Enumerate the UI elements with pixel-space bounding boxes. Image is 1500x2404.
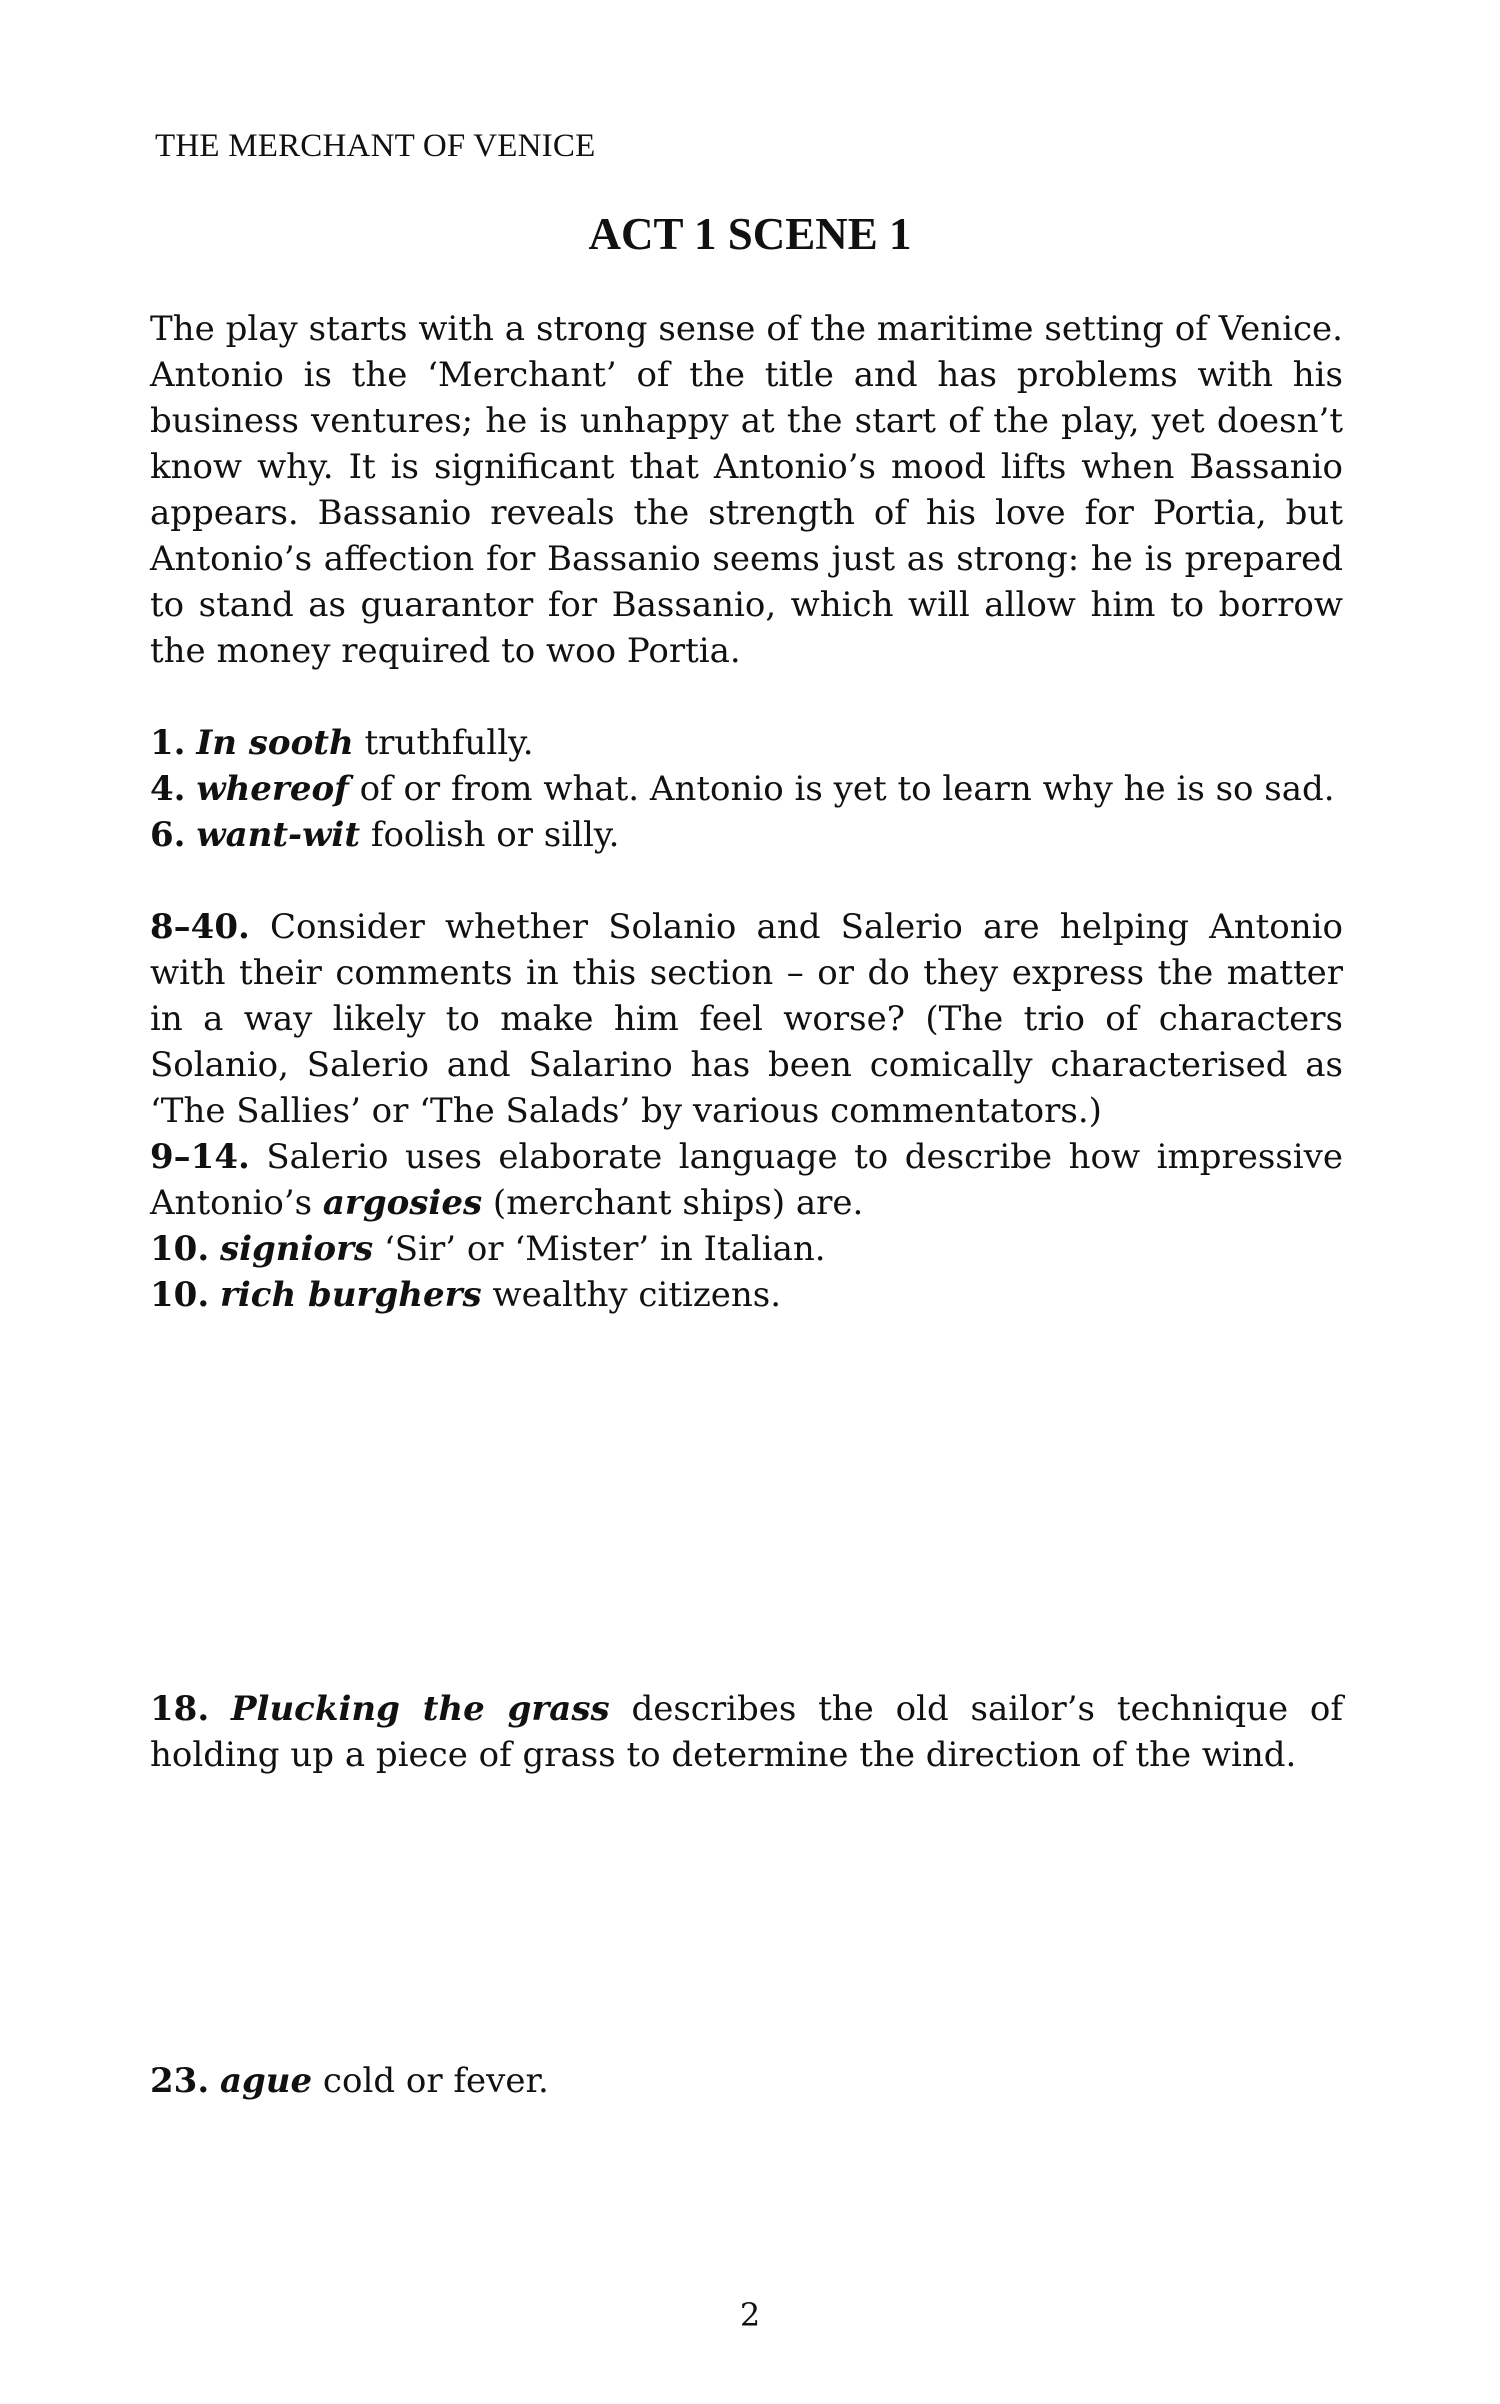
note-gloss: describes the old sailor’s technique of holding up a piece of grass to determine the direction of the wind. <box>150 1689 1343 1775</box>
intro-paragraph: The play starts with a strong sense of the maritime setting of Venice. Antonio is the ‘Merchant’ of the title and has problems with his business ventures; he is unhappy at the start of the play, yet doesn’t know why. It is significant that Antonio’s mood lifts when Bassanio appears. Bassanio reveals the strength of his love for Portia, but Antonio’s affection for Bassanio seems just as strong: he is prepared to stand as guarantor for Bassanio, which will allow him to borrow the money required to woo Portia. <box>150 309 1343 671</box>
note-gloss: truthfully. <box>353 723 534 763</box>
note-line-9-14 <box>150 1134 1343 1226</box>
note-gloss: (merchant ships) are. <box>482 1183 864 1223</box>
scene-title-text: ACT 1 SCENE 1 <box>588 209 912 259</box>
note-ref: 10. <box>150 1275 210 1315</box>
note-ref: 1. <box>150 723 186 763</box>
notes-group-2 <box>150 904 1343 1318</box>
note-gloss: wealthy citizens. <box>481 1275 782 1315</box>
note-ref: 10. <box>150 1229 210 1269</box>
note-term: Plucking the grass <box>230 1689 610 1729</box>
notes-group-3 <box>150 1686 1343 1778</box>
note-ref: 23. <box>150 2061 210 2101</box>
note-gloss: Consider whether Solanio and Salerio are helping Antonio with their comments in this section – or do they express the matter in a way likely to make him feel worse? (The trio of characters Solanio, Salerio and Salarino has been comically characterised as ‘The Sallies’ or ‘The Salads’ by various commentators.) <box>150 907 1343 1131</box>
note-line-6 <box>150 812 1343 858</box>
note-ref: 8–40. <box>150 907 250 947</box>
note-gloss: ‘Sir’ or ‘Mister’ in Italian. <box>373 1229 826 1269</box>
notes-group-4 <box>150 2058 1343 2104</box>
note-gloss: cold or fever. <box>312 2061 549 2101</box>
running-header: THE MERCHANT OF VENICE <box>155 128 596 164</box>
note-gloss: Salerio uses elaborate language to describe how impressive Antonio’s <box>150 1137 1343 1223</box>
note-ref: 9–14. <box>150 1137 250 1177</box>
note-term: rich burghers <box>219 1275 482 1315</box>
page-number: 2 <box>739 2296 761 2334</box>
note-term: signiors <box>219 1229 374 1269</box>
note-term: In sooth <box>196 723 354 763</box>
note-ref: 18. <box>150 1689 210 1729</box>
scene-title <box>0 208 1500 260</box>
note-line-23 <box>150 2058 1343 2104</box>
note-term: argosies <box>322 1183 483 1223</box>
note-line-10a <box>150 1226 1343 1272</box>
note-line-10b <box>150 1272 1343 1318</box>
note-line-4 <box>150 766 1343 812</box>
note-line-1 <box>150 720 1343 766</box>
note-line-18 <box>150 1686 1343 1778</box>
note-ref: 6. <box>150 815 186 855</box>
note-ref: 4. <box>150 769 186 809</box>
note-gloss: foolish or silly. <box>360 815 620 855</box>
note-term: whereof <box>196 769 349 809</box>
note-line-8-40 <box>150 904 1343 1134</box>
note-gloss: of or from what. Antonio is yet to learn why he is so sad. <box>348 769 1335 809</box>
note-term: ague <box>219 2061 313 2101</box>
note-term: want-wit <box>196 815 361 855</box>
notes-group-1 <box>150 720 1343 858</box>
